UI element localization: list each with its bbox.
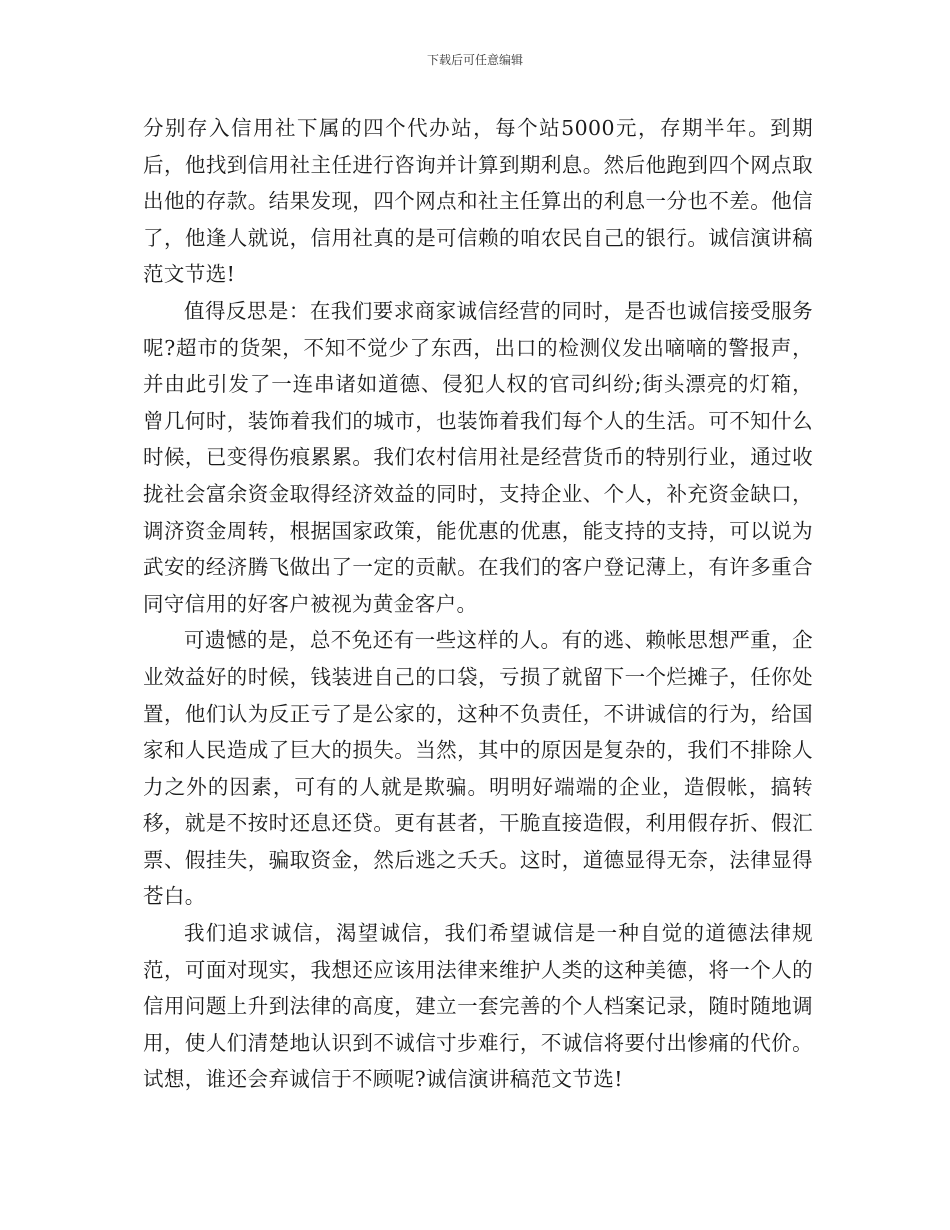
paragraph-1: 分别存入信用社下属的四个代办站，每个站5000元，存期半年。到期后，他找到信用社主任进行咨询并计算到期利息。然后他跑到四个网点取出他的存款。结果发现，四个网点和社主任算出的利息一分也不差。他信了，他逢人就说，信用社真的是可信赖的咱农民自己的银行。诚信演讲稿范文节选! [143,116,813,287]
paragraph-2: 值得反思是：在我们要求商家诚信经营的同时，是否也诚信接受服务呢?超市的货架，不知不觉少了东西，出口的检测仪发出嘀嘀的警报声，并由此引发了一连串诸如道德、侵犯人权的官司纠纷;街头漂亮的灯箱，曾几何时，装饰着我们的城市，也装饰着我们每个人的生活。可不知什么时候，已变得伤痕累累。我们农村信用社是经营货币的特别行业，通过收拢社会富余资金取得经济效益的同时，支持企业、个人，补充资金缺口，调济资金周转，根据国家政策，能优惠的优惠，能支持的支持，可以说为武安的经济腾飞做出了一定的贡献。在我们的客户登记薄上，有许多重合同守信用的好客户被视为黄金客户。 [143,298,813,616]
page-header-note: 下载后可任意编辑 [426,53,523,67]
paragraph-4: 我们追求诚信，渴望诚信，我们希望诚信是一种自觉的道德法律规范，可面对现实，我想还应该用法律来维护人类的这种美德，将一个人的信用问题上升到法律的高度，建立一套完善的个人档案记录，随时随地调用，使人们清楚地认识到不诚信寸步难行，不诚信将要付出惨痛的代价。试想，谁还会弃诚信于不顾呢?诚信演讲稿范文节选! [143,921,813,1092]
document-body [143,110,813,1098]
paragraph-3: 可遗憾的是，总不免还有一些这样的人。有的逃、赖帐思想严重，企业效益好的时候，钱装进自己的口袋，亏损了就留下一个烂摊子，任你处置，他们认为反正亏了是公家的，这种不负责任，不讲诚信的行为，给国家和人民造成了巨大的损失。当然，其中的原因是复杂的，我们不排除人力之外的因素，可有的人就是欺骗。明明好端端的企业，造假帐，搞转移，就是不按时还息还贷。更有甚者，干脆直接造假，利用假存折、假汇票、假挂失，骗取资金，然后逃之夭夭。这时，道德显得无奈，法律显得苍白。 [143,628,813,909]
